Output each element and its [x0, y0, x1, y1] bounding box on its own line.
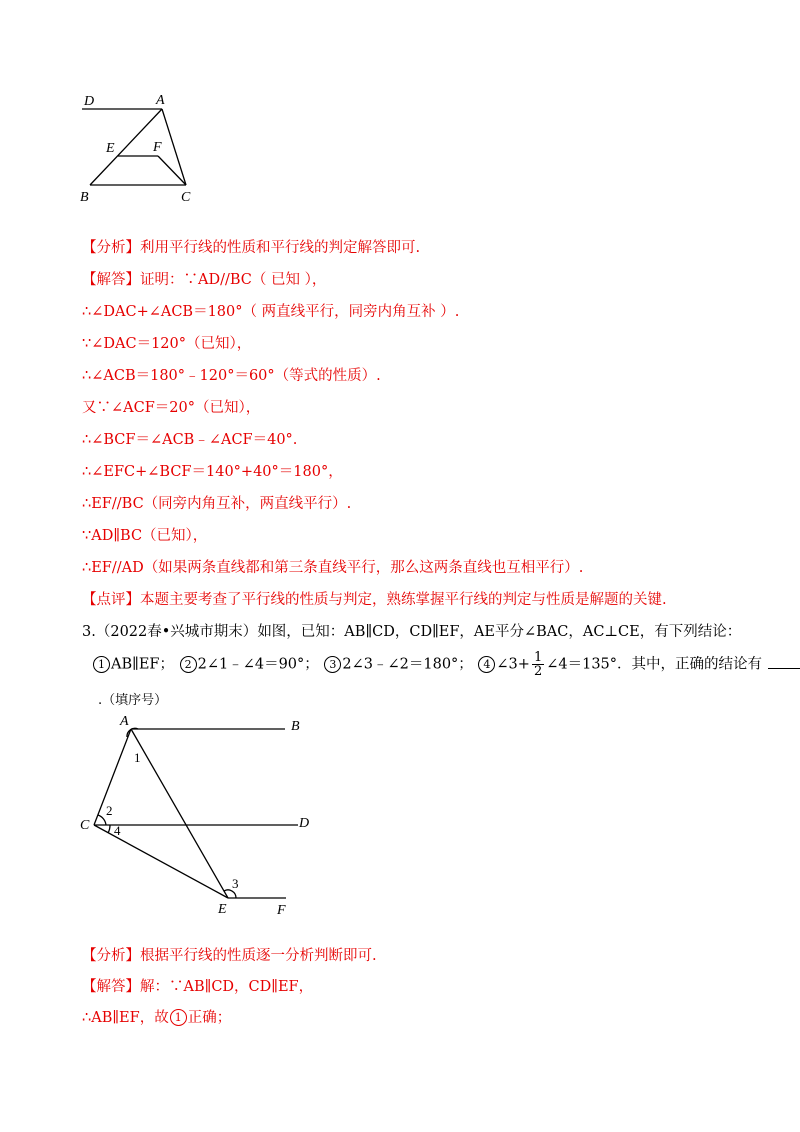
question-text: 如图，已知：AB∥CD，CD∥EF，AE平分∠BAC，AC⊥CE，有下列结论：	[257, 624, 742, 640]
fig1-label-c: C	[181, 190, 191, 205]
comment-line	[82, 588, 667, 609]
fig2-label-f: F	[277, 903, 286, 918]
proof-step: ∴EF//BC（同旁内角互补，两直线平行）.	[82, 496, 352, 512]
fig2-label-b: B	[291, 719, 300, 734]
proof-step: ∵∠DAC＝120°（已知），	[82, 336, 252, 352]
fig2-label-d: D	[299, 816, 310, 831]
fig1-label-f: F	[153, 140, 162, 155]
fill-hint: .（填序号）	[98, 693, 168, 708]
fig1-label-e: E	[106, 141, 115, 156]
angle-label-3: 3	[232, 876, 239, 891]
question-number: 3.	[82, 624, 96, 640]
proof-step: ∴∠BCF＝∠ACB﹣∠ACF＝40°.	[82, 432, 298, 448]
analysis-tag: 【分析】	[82, 240, 140, 256]
circled-number: 1	[170, 1009, 187, 1026]
circled-number: 2	[180, 656, 197, 673]
circled-number: 1	[93, 656, 110, 673]
answer-line-0	[82, 268, 326, 289]
circled-number: 3	[324, 656, 341, 673]
fig1-label-d: D	[84, 94, 95, 109]
conclusion-2: 2∠1﹣∠4＝90°；	[197, 656, 319, 673]
conclusion-3: 2∠3﹣∠2＝180°；	[342, 656, 473, 673]
figure-2-geometry	[80, 715, 310, 915]
conclusion-4-start: ∠3+	[496, 656, 530, 673]
conclusion-4-end: ∠4＝135°．其中，正确的结论有	[546, 656, 763, 673]
answer-tag: 【解答】	[82, 272, 140, 288]
proof-step: ∴∠EFC+∠BCF＝140°+40°＝180°，	[82, 464, 343, 480]
question-3-stem	[82, 620, 741, 641]
angle-label-2: 2	[106, 803, 113, 818]
fig2-label-a: A	[120, 714, 129, 729]
proof-step: ∵AD∥BC（已知），	[82, 528, 208, 544]
angle-label-4: 4	[114, 823, 121, 838]
solution-step: 解：∵AB∥CD，CD∥EF，	[140, 979, 314, 995]
line-ac	[94, 729, 131, 825]
fraction-one-half: $\frac{1}{2}$	[533, 650, 543, 679]
fig2-label-e: E	[218, 902, 227, 917]
proof-step: ∴∠ACB＝180°﹣120°＝60°（等式的性质）.	[82, 368, 381, 384]
fig2-label-c: C	[80, 818, 90, 833]
angle-arc-2	[98, 815, 106, 825]
angle-label-1: 1	[134, 750, 141, 765]
solution-step: ∴AB∥EF，故	[82, 1010, 169, 1026]
analysis-text: 根据平行线的性质逐一分析判断即可.	[140, 948, 377, 964]
question-3-conclusions	[92, 651, 800, 678]
proof-step: ∴∠DAC+∠ACB＝180°（ 两直线平行，同旁内角互补 ）.	[82, 304, 460, 320]
answer-line-3-0	[82, 975, 313, 996]
comment-tag: 【点评】	[82, 592, 140, 608]
analysis-line	[82, 236, 420, 257]
conclusion-1: AB∥EF；	[111, 656, 174, 673]
circled-number: 4	[478, 656, 495, 673]
proof-step: 又∵∠ACF＝20°（已知），	[82, 400, 261, 416]
fig1-label-a: A	[156, 93, 165, 108]
analysis-tag: 【分析】	[82, 948, 140, 964]
line-ac	[162, 109, 186, 185]
line-ae	[131, 729, 228, 898]
fig1-label-b: B	[80, 190, 89, 205]
answer-blank	[768, 656, 800, 669]
solution-step: 正确；	[187, 1010, 232, 1026]
proof-step: 证明：∵AD//BC（ 已知 ），	[140, 272, 327, 288]
analysis-text: 利用平行线的性质和平行线的判定解答即可.	[140, 240, 421, 256]
comment-text: 本题主要考查了平行线的性质与判定，熟练掌握平行线的判定与性质是解题的关键.	[140, 592, 667, 608]
proof-step: ∴EF//AD（如果两条直线都和第三条直线平行，那么这两条直线也互相平行）.	[82, 560, 584, 576]
analysis-line-3	[82, 944, 377, 965]
answer-line-3-1	[82, 1006, 231, 1027]
question-source: （2022春•兴城市期末）	[95, 624, 258, 640]
line-ab	[90, 109, 162, 185]
answer-tag: 【解答】	[82, 979, 140, 995]
angle-arc-4	[108, 825, 110, 833]
